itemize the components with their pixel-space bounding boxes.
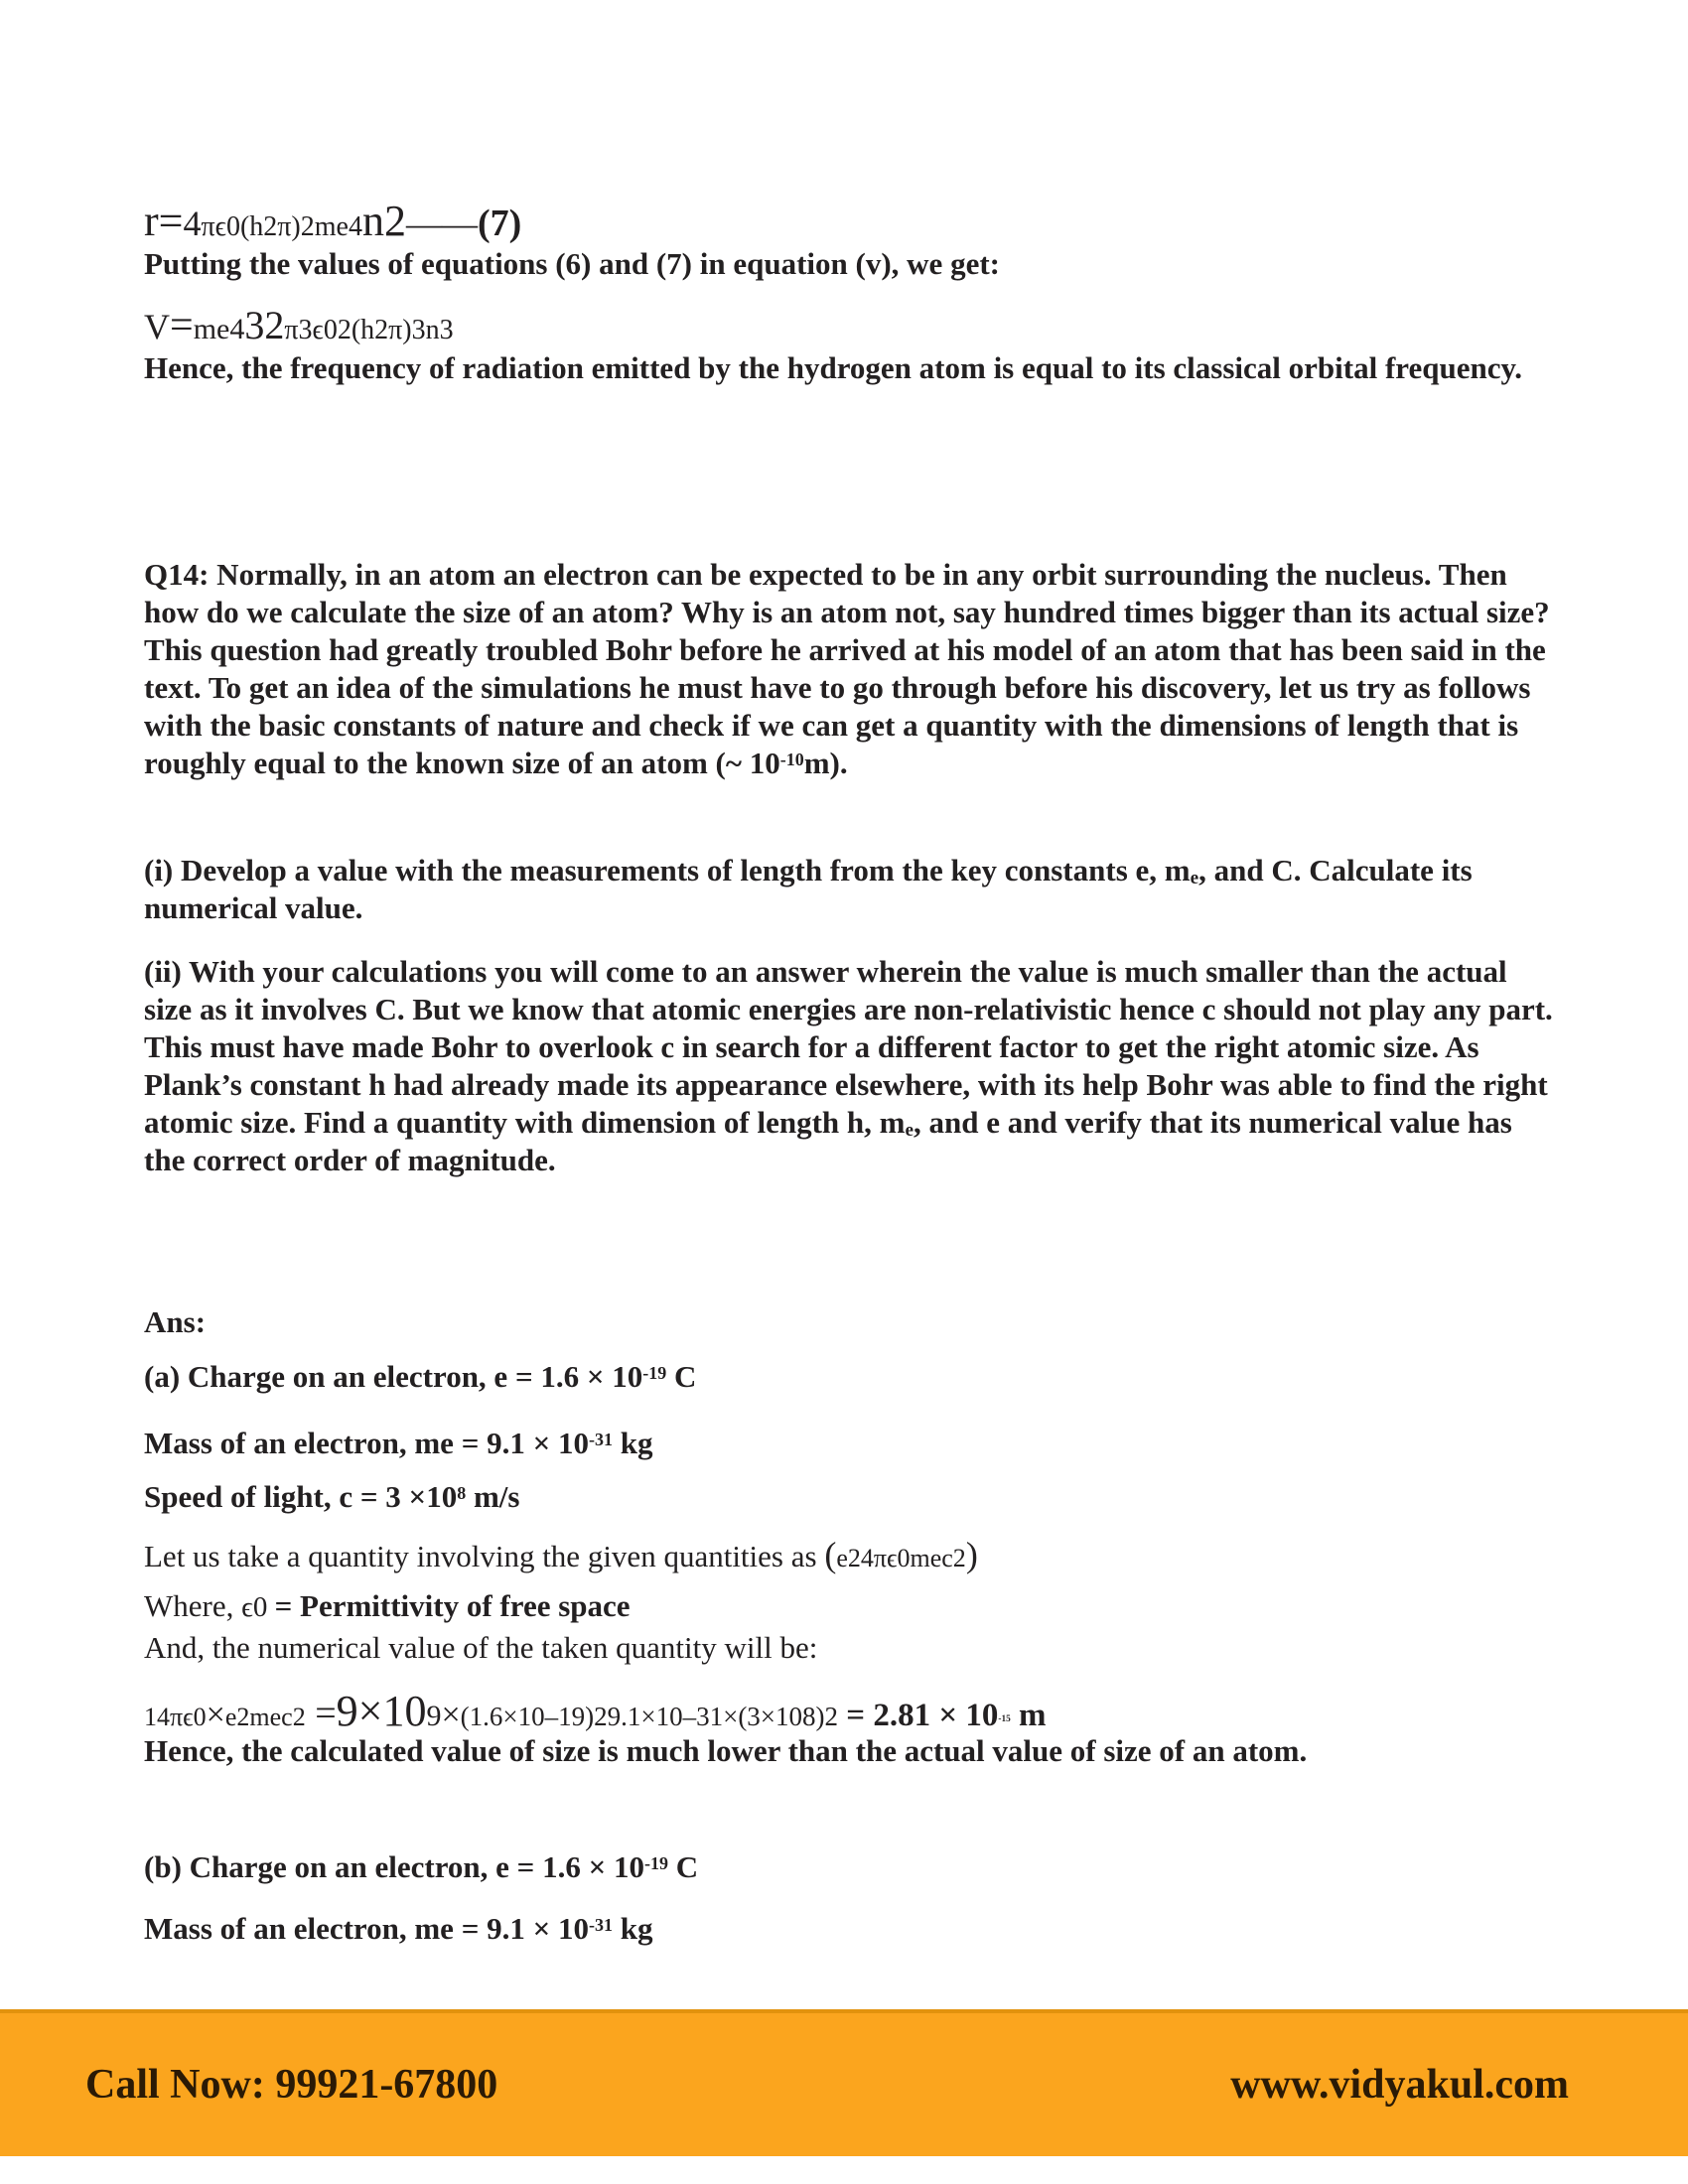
numeq-denominator: 9.1×10–31×(3×108)2	[607, 1702, 839, 1731]
part-ii-text-post: , and e and verify that its numerical value has the correct order of magnitude.	[144, 1105, 1512, 1177]
mass-unit: kg	[612, 1426, 653, 1460]
letus-text: Let us take a quantity involving the given quantities as	[144, 1539, 825, 1573]
letus-formula: e24πϵ0mec2	[836, 1544, 966, 1572]
where-epsilon0: ϵ0	[241, 1591, 275, 1623]
b-charge-exponent: -19	[644, 1852, 668, 1873]
a-charge-exponent: -19	[642, 1362, 667, 1383]
eq7-lhs: r	[144, 197, 159, 245]
mass-text: Mass of an electron, me = 9.1 × 10	[144, 1426, 590, 1460]
numeq-exp9: 9	[426, 1700, 442, 1732]
mass-exponent: -31	[589, 1429, 613, 1449]
line-mass-electron	[144, 1425, 1554, 1462]
question-part-i	[144, 852, 1554, 927]
part-i-text-post: , and C. Calculate its numerical value.	[144, 853, 1473, 925]
line-where-permittivity	[144, 1586, 1554, 1632]
eqv-equals: =	[170, 303, 194, 348]
question-14-text	[144, 556, 1554, 782]
numeq-times2: ×	[441, 1697, 461, 1733]
b-mass-exponent: -31	[589, 1914, 613, 1935]
part-i-subscript: e	[1190, 867, 1199, 888]
answer-label: Ans:	[144, 1304, 207, 1339]
eqv-32: 32	[244, 303, 285, 347]
b-mass-text: Mass of an electron, me = 9.1 × 10	[144, 1911, 590, 1946]
line-b-charge	[144, 1848, 1554, 1886]
line-speed-light	[144, 1478, 1554, 1516]
where-text: Where,	[144, 1588, 242, 1623]
b-charge-text: (b) Charge on an electron, e = 1.6 × 10	[144, 1849, 645, 1884]
paragraph-putting-values: Putting the values of equations (6) and (7) in equation (v), we get:	[144, 246, 1000, 281]
numeq-9x10: 9×10	[336, 1687, 427, 1735]
part-ii-text-pre: (ii) With your calculations you will come to an answer wherein the value is much smaller than the actual size as it involves C. But we know that atomic energies are non-relativistic hence c should not play any part. This must have made Bohr to overlook c in search for a different factor to get the right atomic size. As Plank’s constant h had already made its appearance elsewhere, with its help Bohr was able to find the right atomic size. Find a quantity with dimension of length h, m	[144, 954, 1553, 1140]
paragraph-hence-size: Hence, the calculated value of size is much lower than the actual value of size of an atom.	[144, 1733, 1308, 1768]
b-mass-unit: kg	[612, 1911, 653, 1946]
eqv-me4: me4	[193, 313, 245, 345]
numeq-result: = 2.81 × 10	[838, 1698, 999, 1733]
speed-exponent: 8	[457, 1482, 467, 1503]
line-b-mass	[144, 1910, 1554, 1948]
part-i-text-pre: (i) Develop a value with the measurements of length from the key constants e, m	[144, 853, 1191, 887]
numeq-result-exponent: -15	[998, 1713, 1011, 1724]
question-part-ii	[144, 953, 1554, 1179]
numeq-equals1: =	[305, 1693, 337, 1734]
q14-text-post: m).	[803, 746, 848, 780]
b-charge-unit: C	[667, 1849, 699, 1884]
part-ii-subscript: e	[905, 1119, 914, 1141]
numeq-numerator: (1.6×10–19)2	[460, 1702, 608, 1731]
numeq-lhs2: e2mec2	[224, 1703, 306, 1731]
where-definition: = Permittivity of free space	[274, 1588, 631, 1623]
numeq-result-unit: m	[1010, 1698, 1047, 1733]
letus-paren-open: (	[824, 1535, 837, 1574]
speed-unit: m/s	[466, 1479, 520, 1514]
eq7-number: (7)	[477, 203, 522, 244]
footer-bar	[0, 2009, 1688, 2156]
eq7-coef: 4	[183, 204, 202, 243]
line-let-us-take	[144, 1534, 1554, 1583]
eq7-dash: ——	[405, 204, 478, 243]
letus-paren-close: )	[965, 1535, 978, 1574]
q14-superscript: -10	[779, 749, 804, 769]
eqv-body: π3ϵ02(h2π)3n3	[284, 315, 454, 345]
numeq-times1: ×	[206, 1697, 225, 1733]
a-charge-unit: C	[666, 1359, 697, 1394]
paragraph-hence-frequency: Hence, the frequency of radiation emitted by the hydrogen atom is equal to its classical orbital frequency.	[144, 350, 1523, 385]
eq7-n2: n2	[361, 197, 406, 245]
speed-text: Speed of light, c = 3 ×10	[144, 1479, 458, 1514]
q14-text-pre: Q14: Normally, in an atom an electron can be expected to be in any orbit surrounding the nucleus. Then how do we calculate the size of an atom? Why is an atom not, say hundred times bigger than its actual size? This question had greatly troubled Bohr before he arrived at his model of an atom that has been said in the text. To get an idea of the simulations he must have to go through before his discovery, let us try as follows with the basic constants of nature and check if we can get a quantity with the dimensions of length that is roughly equal to the known size of an atom (~ 10	[144, 557, 1550, 780]
eq7-equals: =	[158, 197, 184, 245]
eq7-body: πϵ0(h2π)2me4	[201, 211, 362, 242]
numeq-lhs1: 14πϵ0	[144, 1703, 207, 1731]
line-and-numerical: And, the numerical value of the taken quantity will be:	[144, 1630, 818, 1665]
eqv-lhs: V	[144, 307, 170, 346]
footer-website-text: www.vidyakul.com	[1230, 2062, 1569, 2108]
footer-call-now-text: Call Now: 99921-67800	[85, 2062, 498, 2108]
a-charge-text: (a) Charge on an electron, e = 1.6 × 10	[144, 1359, 643, 1394]
line-a-charge	[144, 1358, 1554, 1396]
